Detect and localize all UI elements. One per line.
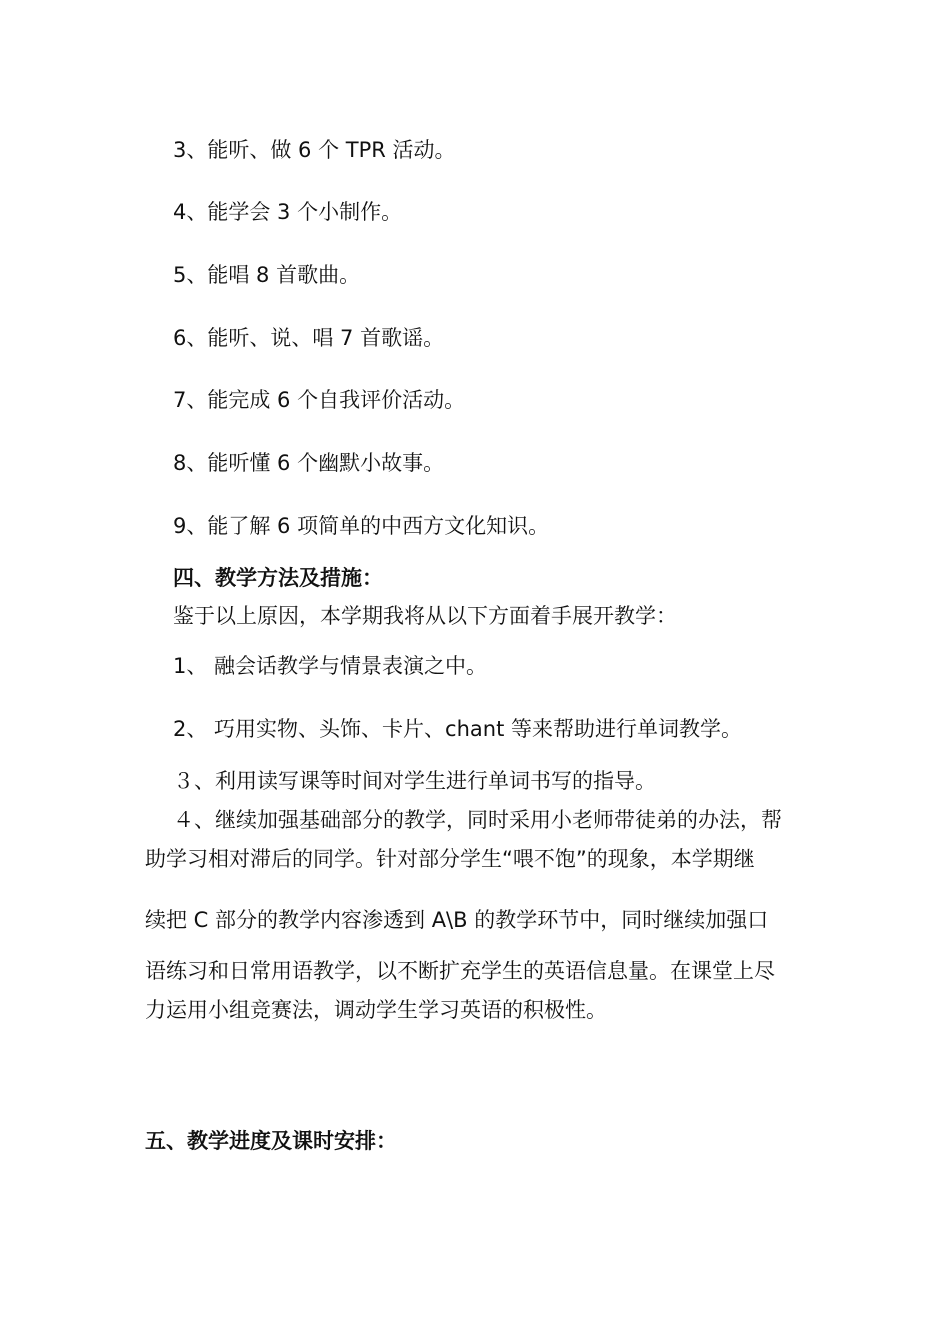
goal-item-4: 4、能学会 3 个小制作。: [173, 200, 403, 224]
method-item-2: 2、 巧用实物、头饰、卡片、chant 等来帮助进行单词教学。: [173, 717, 742, 741]
method-item-4-line-4: 语练习和日常用语教学，以不断扩充学生的英语信息量。在课堂上尽: [145, 959, 775, 983]
method-item-4-line-2: 助学习相对滞后的同学。针对部分学生“喂不饱”的现象，本学期继: [145, 847, 755, 871]
goal-item-5: 5、能唱 8 首歌曲。: [173, 263, 361, 287]
goal-item-7: 7、能完成 6 个自我评价活动。: [173, 388, 466, 412]
method-item-4-line-5: 力运用小组竞赛法，调动学生学习英语的积极性。: [145, 998, 607, 1022]
methods-intro: 鉴于以上原因，本学期我将从以下方面着手展开教学：: [173, 604, 677, 628]
goal-item-8: 8、能听懂 6 个幽默小故事。: [173, 451, 445, 475]
method-item-4-line-1: ４、继续加强基础部分的教学，同时采用小老师带徒弟的办法，帮: [173, 808, 782, 832]
goal-item-6: 6、能听、说、唱 7 首歌谣。: [173, 326, 445, 350]
method-item-4-line-3: 续把 C 部分的教学内容渗透到 A\B 的教学环节中，同时继续加强口: [145, 908, 769, 932]
method-item-1: 1、 融会话教学与情景表演之中。: [173, 654, 488, 678]
goal-item-3: 3、能听、做 6 个 TPR 活动。: [173, 138, 456, 162]
section-heading-methods: 四、教学方法及措施：: [173, 566, 383, 590]
goal-item-9: 9、能了解 6 项简单的中西方文化知识。: [173, 514, 550, 538]
method-item-3: ３、利用读写课等时间对学生进行单词书写的指导。: [173, 769, 656, 793]
section-heading-schedule: 五、教学进度及课时安排：: [145, 1129, 397, 1153]
